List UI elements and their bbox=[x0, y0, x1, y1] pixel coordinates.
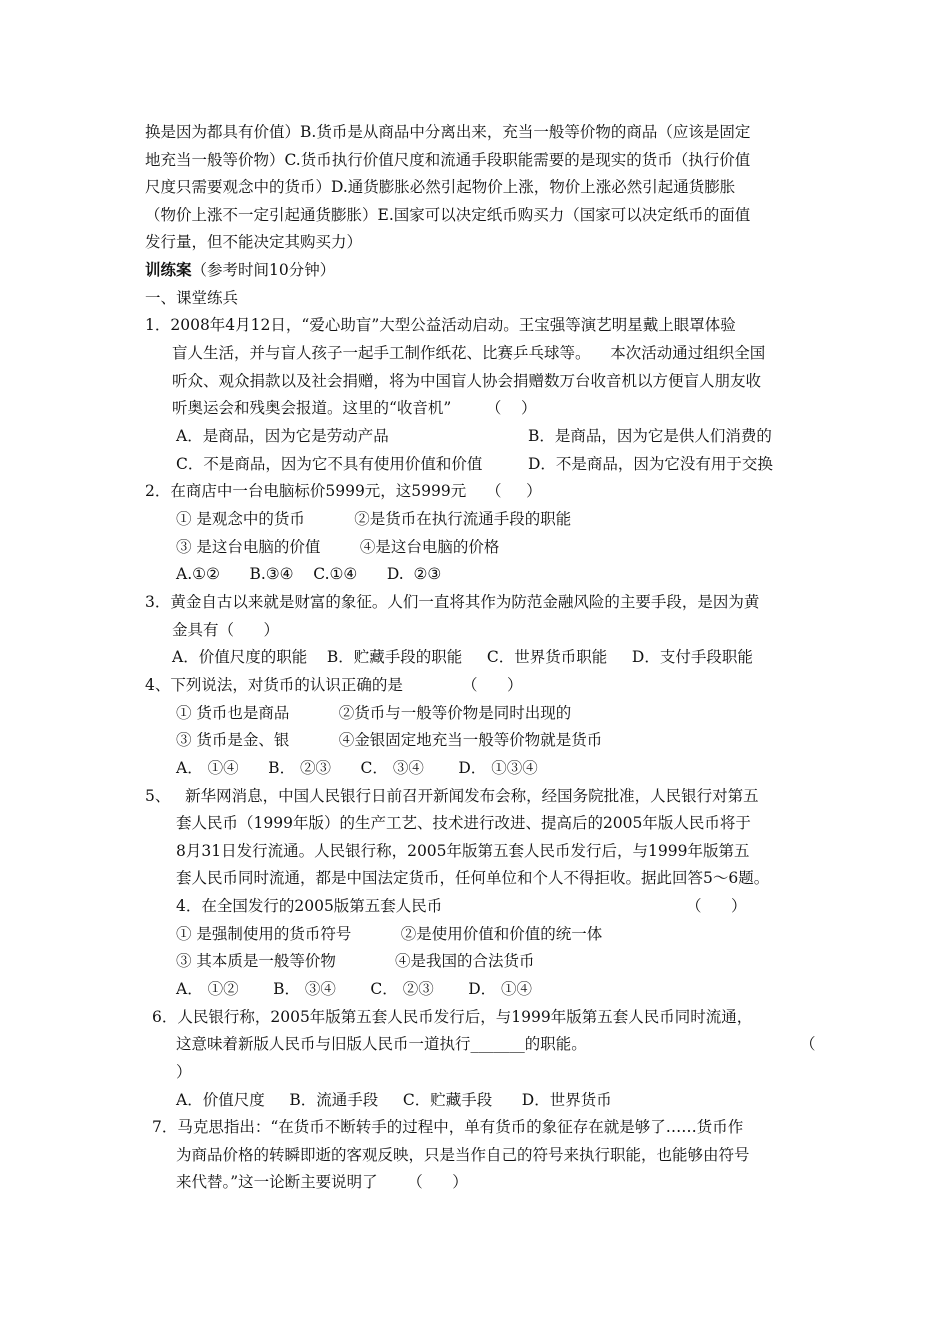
intro-line: 尺度只需要观念中的货币）D.通货膨胀必然引起物价上涨，物价上涨必然引起通货膨胀 bbox=[145, 178, 736, 196]
question-1-option-c: C．不是商品，因为它不具有使用价值和价值 bbox=[176, 455, 483, 473]
question-1-option-a: A．是商品，因为它是劳动产品 bbox=[176, 427, 389, 445]
question-5-statements: ① 是强制使用的货币符号 ②是使用价值和价值的统一体 bbox=[176, 925, 603, 943]
question-7-stem: 来代替。”这一论断主要说明了 （ ） bbox=[176, 1173, 468, 1191]
question-5-passage: 5、 新华网消息，中国人民银行日前召开新闻发布会称，经国务院批准，人民银行对第五 bbox=[145, 787, 759, 805]
subsection-heading: 一、课堂练兵 bbox=[145, 289, 239, 307]
question-6-stem: 6．人民银行称，2005年版第五套人民币发行后，与1999年版第五套人民币同时流通， bbox=[152, 1008, 753, 1026]
question-5-answer-paren: （ ） bbox=[686, 897, 747, 915]
question-3-stem: 3．黄金自古以来就是财富的象征。人们一直将其作为防范金融风险的主要手段，是因为黄 bbox=[145, 593, 760, 611]
intro-line: （物价上涨不一定引起通货膨胀）E.国家可以决定纸币购买力（国家可以决定纸币的面值 bbox=[145, 206, 751, 224]
question-3-options: A．价值尺度的职能 B．贮藏手段的职能 C．世界货币职能 D．支付手段职能 bbox=[172, 648, 753, 666]
section-heading bbox=[145, 260, 335, 280]
question-2-statements: ③ 是这台电脑的价值 ④是这台电脑的价格 bbox=[176, 538, 500, 556]
question-5-sub-stem: 4．在全国发行的2005版第五套人民币 bbox=[176, 897, 443, 915]
question-6-options: A．价值尺度 B．流通手段 C．贮藏手段 D．世界货币 bbox=[176, 1091, 612, 1109]
question-5-options: A． ①② B． ③④ C． ②③ D． ①④ bbox=[176, 980, 533, 998]
section-note: （参考时间10分钟） bbox=[191, 261, 336, 279]
question-3-stem: 金具有（ ） bbox=[172, 621, 280, 639]
question-2-statements: ① 是观念中的货币 ②是货币在执行流通手段的职能 bbox=[176, 510, 572, 528]
question-1-option-b: B．是商品，因为它是供人们消费的 bbox=[528, 427, 772, 445]
intro-line: 发行量，但不能决定其购买力） bbox=[145, 233, 363, 251]
question-1-line: 盲人生活，并与盲人孩子一起手工制作纸花、比赛乒乓球等。 本次活动通过组织全国 bbox=[172, 344, 766, 362]
question-4-stem: 4、下列说法，对货币的认识正确的是 （ ） bbox=[145, 676, 523, 694]
question-1-line: 听奥运会和残奥会报道。这里的“收音机” （ ） bbox=[172, 399, 537, 417]
question-6-paren-close: ） bbox=[176, 1063, 192, 1081]
question-7-stem: 7．马克思指出：“在货币不断转手的过程中，单有货币的象征存在就是够了……货币作 bbox=[152, 1118, 744, 1136]
question-1-line: 1．2008年4月12日，“爱心助盲”大型公益活动启动。王宝强等演艺明星戴上眼罩体验 bbox=[145, 316, 736, 334]
question-6-paren-open: （ bbox=[800, 1035, 816, 1053]
question-4-statements: ③ 货币是金、银 ④金银固定地充当一般等价物就是货币 bbox=[176, 731, 603, 749]
intro-line: 地充当一般等价物）C.货币执行价值尺度和流通手段职能需要的是现实的货币（执行价值 bbox=[145, 151, 751, 169]
question-7-stem: 为商品价格的转瞬即逝的客观反映，只是当作自己的符号来执行职能，也能够由符号 bbox=[176, 1146, 750, 1164]
question-5-passage: 套人民币（1999年版）的生产工艺、技术进行改进、提高后的2005年版人民币将于 bbox=[176, 814, 751, 832]
question-6-stem: 这意味着新版人民币与旧版人民币一道执行_______的职能。 bbox=[176, 1035, 587, 1053]
question-1-line: 听众、观众捐款以及社会捐赠，将为中国盲人协会捐赠数万台收音机以方便盲人朋友收 bbox=[172, 372, 762, 390]
question-4-statements: ① 货币也是商品 ②货币与一般等价物是同时出现的 bbox=[176, 704, 572, 722]
question-2-stem: 2．在商店中一台电脑标价5999元，这5999元 （ ） bbox=[145, 482, 542, 500]
question-5-passage: 套人民币同时流通，都是中国法定货币，任何单位和个人不得拒收。据此回答5～6题。 bbox=[176, 869, 770, 887]
question-5-statements: ③ 其本质是一般等价物 ④是我国的合法货币 bbox=[176, 952, 535, 970]
question-5-passage: 8月31日发行流通。人民银行称，2005年版第五套人民币发行后，与1999年版第五 bbox=[176, 842, 750, 860]
section-title: 训练案 bbox=[145, 260, 192, 279]
intro-line: 换是因为都具有价值）B.货币是从商品中分离出来，充当一般等价物的商品（应该是固定 bbox=[145, 123, 751, 141]
question-1-option-d: D．不是商品，因为它没有用于交换 bbox=[528, 455, 773, 473]
question-2-options: A.①② B.③④ C.①④ D. ②③ bbox=[176, 565, 442, 583]
question-4-options: A． ①④ B． ②③ C． ③④ D． ①③④ bbox=[176, 759, 538, 777]
